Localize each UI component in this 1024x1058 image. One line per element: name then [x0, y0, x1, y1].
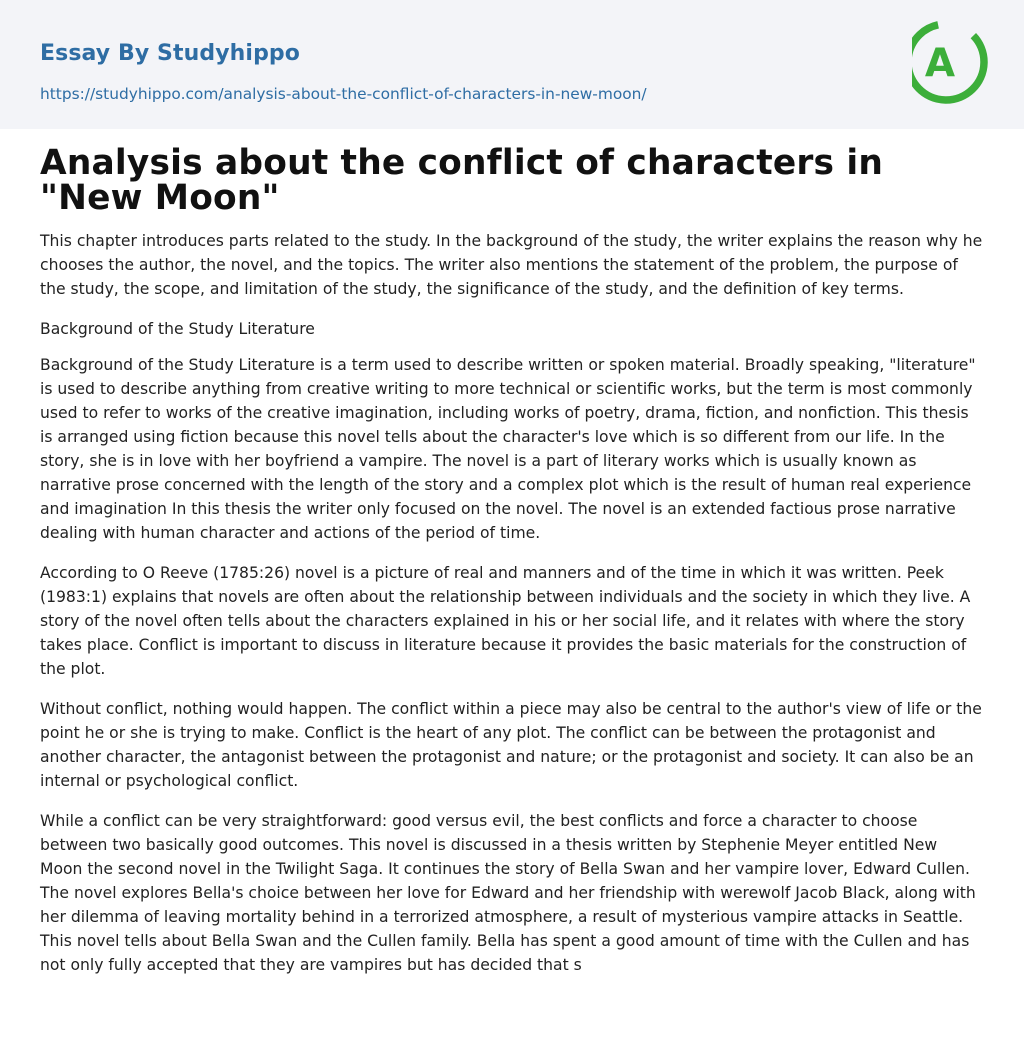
- body-paragraph: Without conflict, nothing would happen. The conflict within a piece may also be central to the author's view of life or the point he or she is trying to make. Conflict is the heart of any plot. The conflict can be between the protagonist and another character, the antagonist between the protagonist and nature; or the protagonist and society. It can also be an internal or psychological conflict.: [40, 700, 982, 790]
- body-paragraph: While a conflict can be very straightforward: good versus evil, the best conflicts and force a character to choose between two basically good outcomes. This novel is discussed in a thesis written by Stephenie Meyer entitled New Moon the second novel in the Twilight Saga. It continues the story of Bella Swan and her vampire lover, Edward Cullen. The novel explores Bella's choice between her love for Edward and her friendship with werewolf Jacob Black, along with her dilemma of leaving mortality behind in a terrorized atmosphere, a result of mysterious vampire attacks in Seattle. This novel tells about Bella Swan and the Cullen family. Bella has spent a good amount of time with the Cullen and has not only fully accepted that they are vampires but has decided that s: [40, 812, 976, 974]
- article: [40, 143, 984, 977]
- logo-letter: A: [924, 41, 956, 86]
- studyhippo-logo-icon[interactable]: [912, 19, 988, 105]
- site-brand[interactable]: Essay By Studyhippo: [40, 41, 300, 66]
- section-subheading: Background of the Study Literature: [40, 320, 315, 338]
- body-paragraph: According to O Reeve (1785:26) novel is a picture of real and manners and of the time in which it was written. Peek (1983:1) explains that novels are often about the relationship between individuals and the society in which they live. A story of the novel often tells about the characters explained in his or her social life, and it relates with where the story takes place. Conflict is important to discuss in literature because it provides the basic materials for the construction of the plot.: [40, 564, 971, 678]
- essay-url-link[interactable]: https://studyhippo.com/analysis-about-the-conflict-of-characters-in-new-moon/: [40, 85, 647, 103]
- site-header: [0, 0, 1024, 129]
- article-title: Analysis about the conflict of characters in "New Moon": [40, 143, 884, 218]
- intro-paragraph: This chapter introduces parts related to the study. In the background of the study, the writer explains the reason why he chooses the author, the novel, and the topics. The writer also mentions the statement of the problem, the purpose of the study, the scope, and limitation of the study, the significance of the study, and the definition of key terms.: [40, 232, 983, 298]
- body-paragraph: Background of the Study Literature is a term used to describe written or spoken material. Broadly speaking, "literature" is used to describe anything from creative writing to more technical or scientific works, but the term is most commonly used to refer to works of the creative imagination, including works of poetry, drama, fiction, and nonfiction. This thesis is arranged using fiction because this novel tells about the character's love which is so different from our life. In the story, she is in love with her boyfriend a vampire. The novel is a part of literary works which is usually known as narrative prose concerned with the length of the story and a complex plot which is the result of human real experience and imagination In this thesis the writer only focused on the novel. The novel is an extended factious prose narrative dealing with human character and actions of the period of time.: [40, 356, 976, 542]
